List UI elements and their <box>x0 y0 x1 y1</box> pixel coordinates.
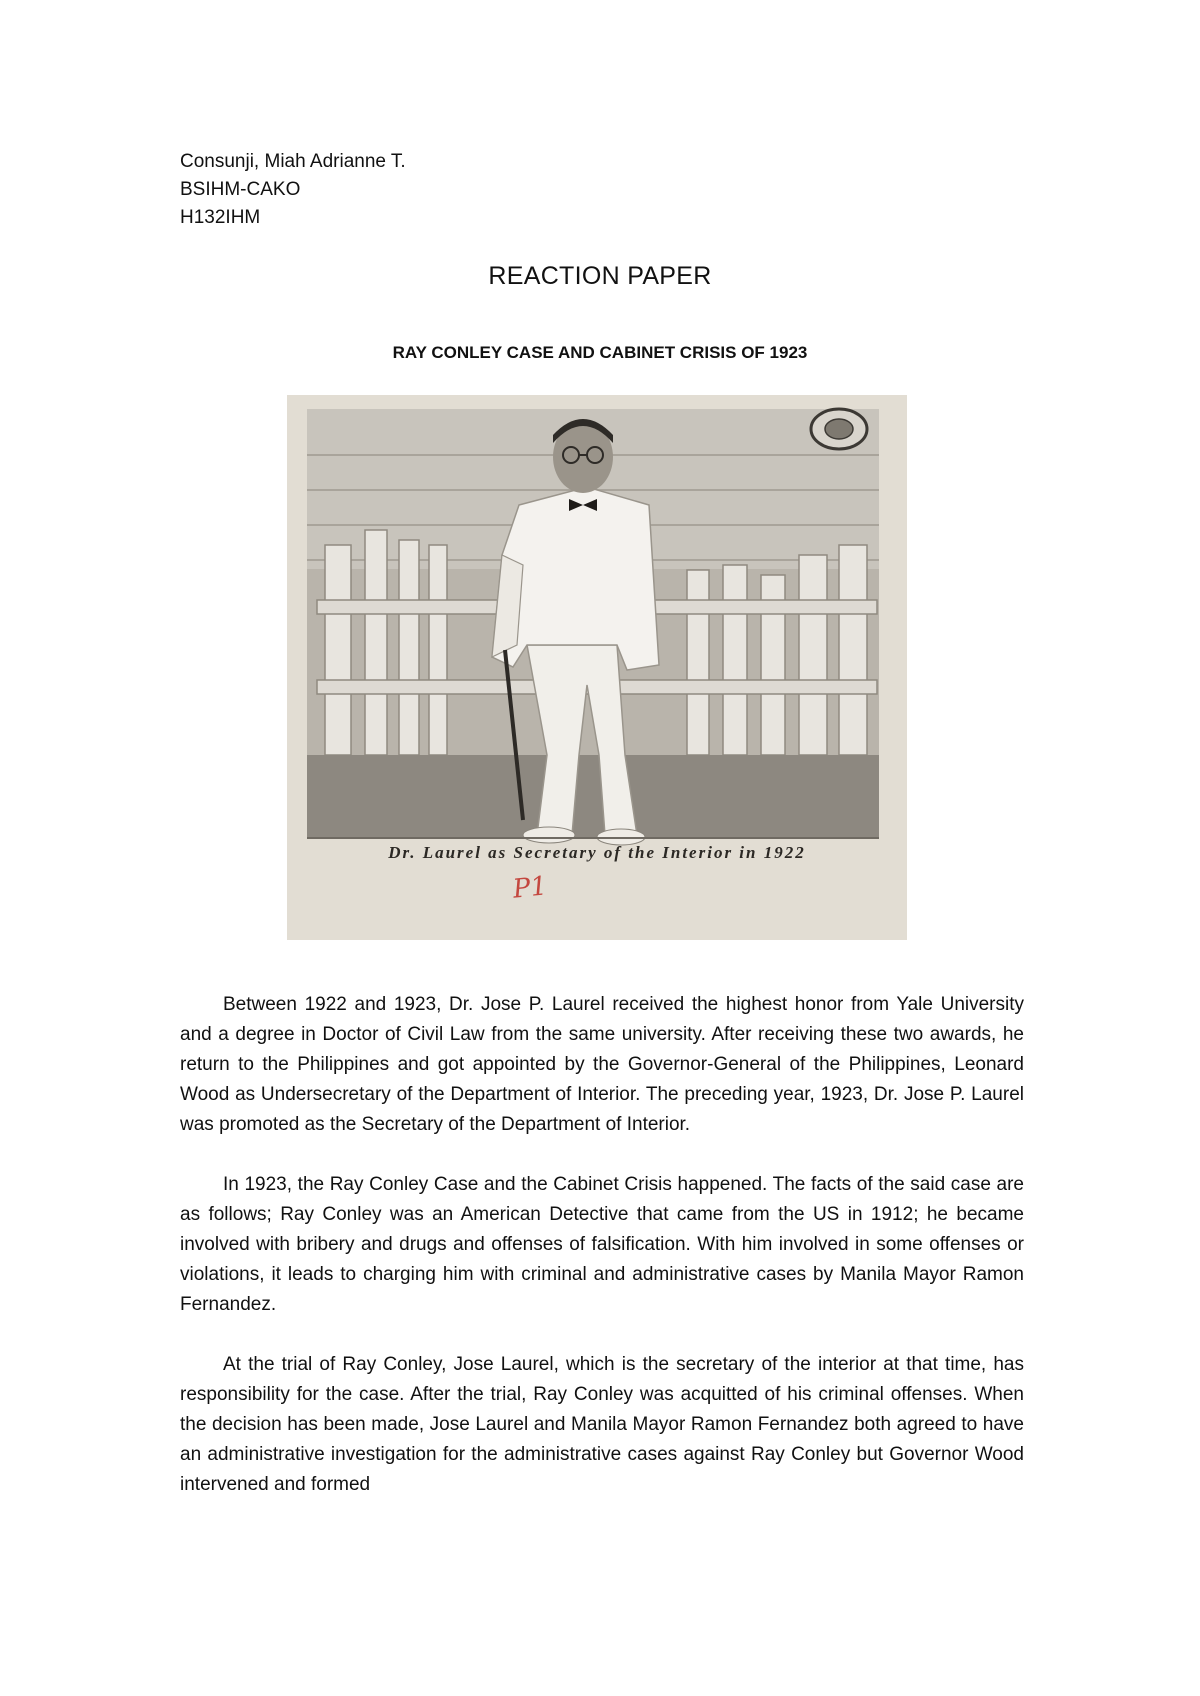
paragraph-3: At the trial of Ray Conley, Jose Laurel, which is the secretary of the interior at that time, has responsibility for the case. After the trial, Ray Conley was acquitted of his criminal offenses. When the decision has been made, Jose Laurel and Manila Mayor Ramon Fernandez both agreed to have an administrative investigation for the administrative cases against Ray Conley but Governor Wood intervened and formed <box>180 1354 1024 1495</box>
author-header <box>180 148 406 232</box>
handwritten-mark: P1 <box>511 871 549 905</box>
document-body <box>180 990 1024 1530</box>
photo-caption: Dr. Laurel as Secretary of the Interior in 1922 <box>388 843 806 862</box>
document-subtitle: RAY CONLEY CASE AND CABINET CRISIS OF 1923 <box>392 343 808 362</box>
document-title: REACTION PAPER <box>488 262 712 290</box>
paragraph-1: Between 1922 and 1923, Dr. Jose P. Laurel received the highest honor from Yale University and a degree in Doctor of Civil Law from the same university. After receiving these two awards, he return to the Philippines and got appointed by the Governor-General of the Philippines, Leonard Wood as Undersecretary of the Department of Interior. The preceding year, 1923, Dr. Jose P. Laurel was promoted as the Secretary of the Department of Interior. <box>180 994 1024 1135</box>
paragraph-2: In 1923, the Ray Conley Case and the Cabinet Crisis happened. The facts of the said case are as follows; Ray Conley was an American Detective that came from the US in 1912; he became involved with bribery and drugs and offenses of falsification. With him involved in some offenses or violations, it leads to charging him with criminal and administrative cases by Manila Mayor Ramon Fernandez. <box>180 1174 1024 1315</box>
historical-photo <box>287 395 907 940</box>
author-name: Consunji, Miah Adrianne T. <box>180 151 406 172</box>
author-section: H132IHM <box>180 207 261 228</box>
author-program: BSIHM-CAKO <box>180 179 301 200</box>
